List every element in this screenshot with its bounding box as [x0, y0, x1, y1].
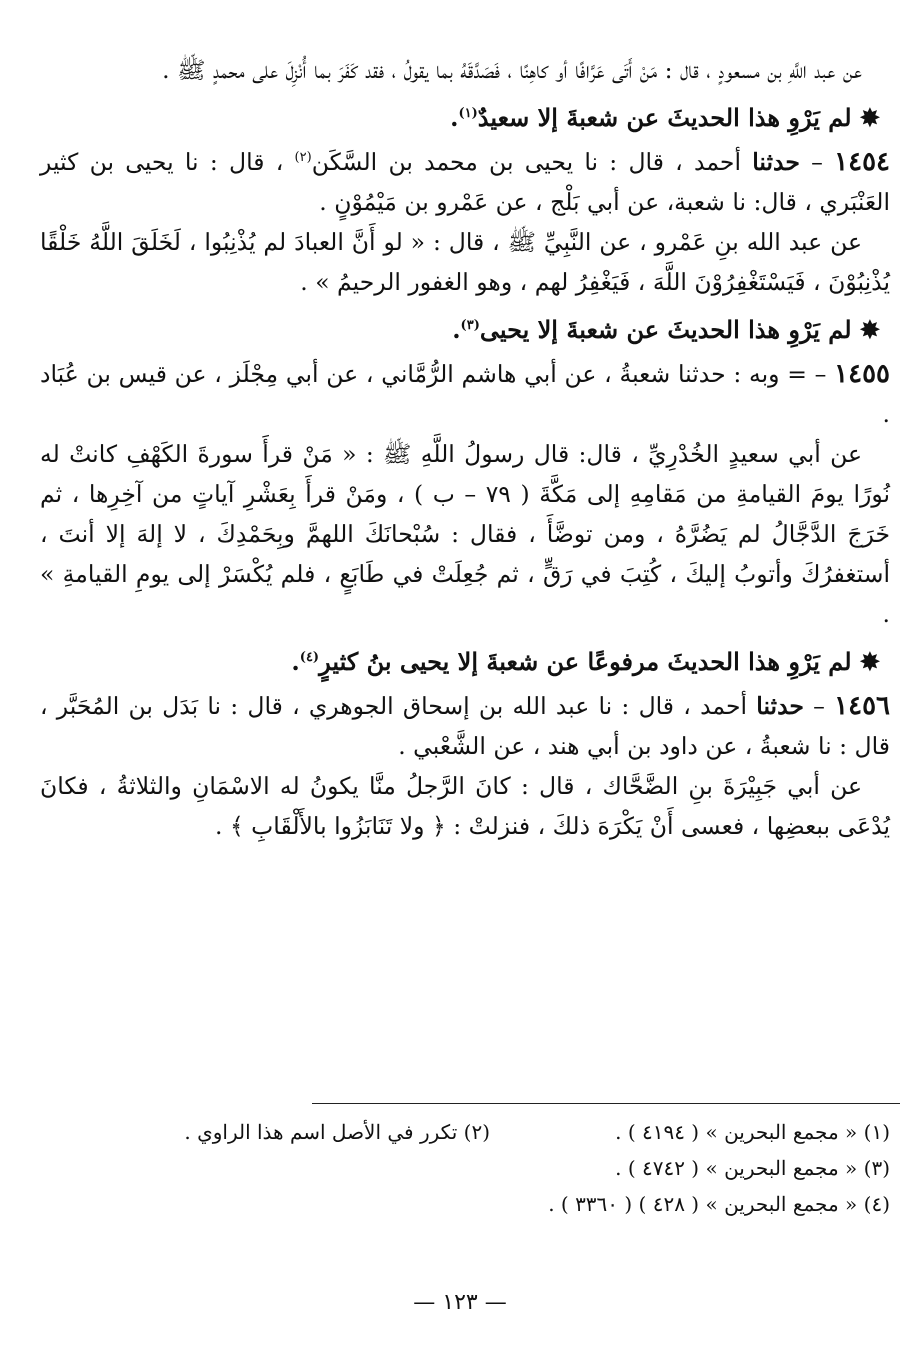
note-2: ✸ لم يَرْوِ هذا الحديثَ عن شعبةَ إلا يحيى$^{(٣)}$. — [452, 315, 880, 344]
paragraph-3: عن أبي سعيدٍ الخُدْرِيِّ ، قال: قال رسولُ اللَّهِ ﷺ : « مَنْ قرأَ سورةَ الكَهْفِ كانتْ له نُورًا يومَ القيامةِ من مَقامِهِ إلى مَكَّةَ ( ٧٩ – ب ) ، ومَنْ قرأَ بِعَشْرِ آياتٍ من آخِرِها ، ثم خَرَجَ الدَّجَّالُ لم يَضُرَّهُ ، ومن توضَّأَ ، فقال : سُبْحانَكَ اللهمَّ وبِحَمْدِكَ ، لا إلهَ إلا أنتَ ، أستغفرُكَ وأتوبُ إليكَ ، كُتِبَ في رَقٍّ ، ثم جُعِلَتْ في طَابَعٍ ، فلم يُكْسَرْ إلى يومِ القيامةِ » . — [40, 440, 890, 628]
footnote-4: (٤) « مجمع البحرين » ( ٤٢٨ ) ( ٣٣٦٠ ) . — [548, 1192, 890, 1216]
hadith-1454 — [40, 142, 890, 222]
paragraph-2: عن عبد الله بنِ عَمْرو ، عن النَّبِيِّ ﷺ ، قال : « لو أَنَّ العبادَ لم يُذْنِبُوا ، لَخَلَقَ اللَّهُ خَلْقًا يُذْنِبُوْنَ ، فَيَسْتَغْفِرُوْنَ اللَّهَ ، فَيَغْفِرُ لهم ، وهو الغفور الرحيمُ » . — [40, 228, 890, 296]
hadith-1454-isnad: أحمد ، قال : نا يحيى بن محمد بن السَّكَن — [311, 148, 753, 176]
main-text — [40, 50, 890, 846]
paragraph-4: عن أبي جَبِيْرَةَ بنِ الضَّحَّاك ، قال : كانَ الرَّجلُ منَّا يكونُ له الاسْمَانِ والثلاثةُ ، فكانَ يُدْعَى ببعضِها ، فعسى أَنْ يَكْرَهَ ذلكَ ، فنزلتْ : ﴿ ولا تَنَابَزُوا بالأَلْقَابِ ﴾ . — [40, 772, 890, 840]
note-3: ✸ لم يَرْوِ هذا الحديثَ مرفوعًا عن شعبةَ إلا يحيى بنُ كثيرٍ$^{(٤)}$. — [291, 647, 880, 676]
hadith-number-1455: ١٤٥٥ — [834, 359, 890, 389]
note-1: ✸ لم يَرْوِ هذا الحديثَ عن شعبةَ إلا سعيدٌ$^{(١)}$. — [450, 103, 880, 132]
note-3-text: ✸ لم يَرْوِ هذا الحديثَ مرفوعًا عن شعبةَ إلا يحيى بنُ كثيرٍ — [319, 647, 880, 676]
hadith-1454-isnad-2: ، قال : نا يحيى بن كثير العَنْبَري ، قال: نا شعبة، عن أبي بَلْج ، عن عَمْرو بن مَيْمُوْنٍ . — [40, 148, 890, 216]
footnote-1: (١) « مجمع البحرين » ( ٤١٩٤ ) . — [615, 1120, 890, 1144]
hadith-1454-keyword: حدثنا — [752, 148, 800, 176]
hadith-1456 — [40, 686, 890, 766]
note-2-text: ✸ لم يَرْوِ هذا الحديثَ عن شعبةَ إلا يحيى — [479, 315, 880, 344]
hadith-1454-dash: – — [799, 148, 835, 176]
paragraph-1: عن عبد اللَّهِ بن مسعودٍ ، قال : مَنْ أَتَى عَرَّافًا أو كاهِنًا ، فَصَدَّقَهُ بما يقولُ ، فقد كَفَرَ بما أُنْزِلَ على محمدٍ ﷺ . — [162, 56, 862, 84]
note-1-text: ✸ لم يَرْوِ هذا الحديثَ عن شعبةَ إلا سعيدٌ — [477, 103, 880, 132]
hadith-1455 — [40, 354, 890, 434]
hadith-1456-keyword: حدثنا — [756, 692, 804, 720]
footnote-3: (٣) « مجمع البحرين » ( ٤٧٤٢ ) . — [615, 1156, 890, 1180]
hadith-number-1456: ١٤٥٦ — [834, 691, 890, 721]
hadith-1456-dash: – — [803, 692, 835, 720]
footnotes — [40, 1114, 890, 1222]
footnote-row-2 — [40, 1150, 890, 1186]
footnote-ref-3: (٣) — [460, 318, 480, 333]
hadith-number-1454: ١٤٥٤ — [834, 147, 890, 177]
footnote-row-3 — [40, 1186, 890, 1222]
footnote-ref-1: (١) — [458, 106, 478, 121]
footnote-2: (٢) تكرر في الأصل اسم هذا الراوي . — [184, 1120, 490, 1144]
footnote-divider — [312, 1103, 900, 1104]
hadith-1455-isnad: – = وبه : حدثنا شعبةُ ، عن أبي هاشم الرُّمَّاني ، عن أبي مِجْلَز ، عن قيس بن عُبَاد . — [40, 360, 890, 428]
footnote-ref-4: (٤) — [299, 650, 320, 665]
footnote-ref-2: (٢) — [294, 150, 312, 166]
page-number: — ١٢٣ — — [413, 1290, 507, 1315]
footnote-row-1 — [40, 1114, 890, 1150]
hadith-1456-isnad: أحمد ، قال : نا عبد الله بن إسحاق الجوهري ، قال : نا بَدَل بن المُحَبَّر ، قال : نا شعبةُ ، عن داود بن أبي هند ، عن الشَّعْبي . — [40, 692, 890, 760]
